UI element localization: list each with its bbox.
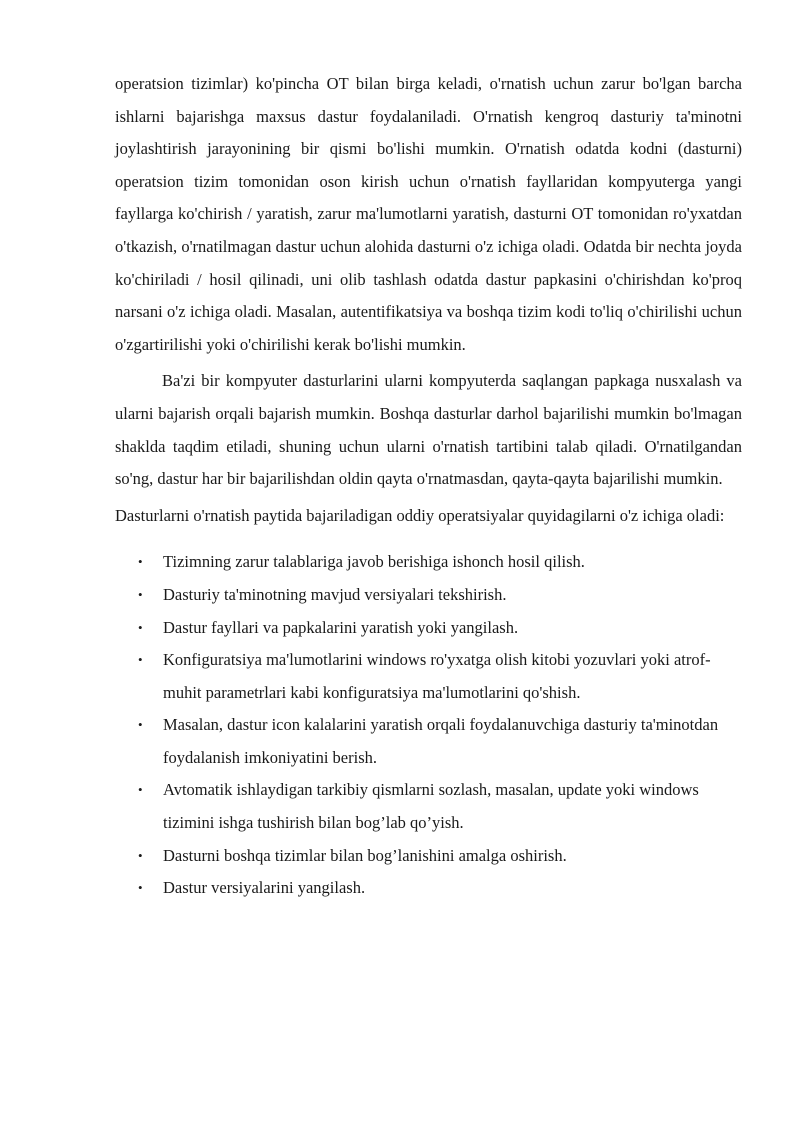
bullet-icon: • <box>138 652 143 668</box>
list-item-text: Dasturiy ta'minotning mavjud versiyalari tekshirish. <box>163 584 507 604</box>
list-item <box>115 840 742 873</box>
list-item <box>115 644 742 709</box>
bullet-icon: • <box>138 782 143 798</box>
paragraph-operations-intro: Dasturlarni o'rnatish paytida bajariladigan oddiy operatsiyalar quyidagilarni o'z ichiga oladi: <box>115 505 725 525</box>
list-item-text: Tizimning zarur talablariga javob berishiga ishonch hosil qilish. <box>163 552 585 572</box>
list-item <box>115 709 742 774</box>
bullet-icon: • <box>138 586 143 602</box>
bullet-icon: • <box>138 880 143 896</box>
document-page <box>115 68 742 905</box>
bullet-icon: • <box>138 554 143 570</box>
list-item-text: Masalan, dastur icon kalalarini yaratish orqali foydalanuvchiga dasturiy ta'minotdan foydalanish imkoniyatini berish. <box>163 715 719 767</box>
list-item <box>115 546 742 579</box>
list-item <box>115 774 742 839</box>
list-item <box>115 872 742 905</box>
list-item-text: Dastur versiyalarini yangilash. <box>163 878 366 898</box>
list-item-text: Dasturni boshqa tizimlar bilan bog’lanishini amalga oshirish. <box>163 845 567 865</box>
list-item <box>115 612 742 645</box>
bullet-icon: • <box>138 619 143 635</box>
list-item-text: Avtomatik ishlaydigan tarkibiy qismlarni sozlash, masalan, update yoki windows tizimini ishga tushirish bilan bog’lab qo’yish. <box>163 780 699 833</box>
bullet-icon: • <box>138 717 143 733</box>
bullet-icon: • <box>138 847 143 863</box>
paragraph-computer-programs: Ba'zi bir kompyuter dasturlarini ularni kompyuterda saqlangan papkaga nusxalash va ularni bajarish orqali bajarish mumkin. Boshqa dasturlar darhol bajarilishi mumkin bo'lmagan shaklda taqdim etiladi, shuning uchun ularni o'rnatish tartibini talab qiladi. O'rnatilgandan so'ng, dastur har bir bajarilishdan oldin qayta o'rnatmasdan, qayta-qayta bajarilishi mumkin. <box>115 371 742 489</box>
list-item-text: Konfiguratsiya ma'lumotlarini windows ro'yxatga olish kitobi yozuvlari yoki atrof-muhit parametrlari kabi konfiguratsiya ma'lumotlarini qo'shish. <box>163 650 711 702</box>
list-item-text: Dastur fayllari va papkalarini yaratish yoki yangilash. <box>163 617 519 637</box>
paragraph-installation-overview: operatsion tizimlar) ko'pincha OT bilan birga keladi, o'rnatish uchun zarur bo'lgan barcha ishlarni bajarishga maxsus dastur foydalaniladi. O'rnatish kengroq dasturiy ta'minotni joylashtirish jarayonining bir qismi bo'lishi mumkin. O'rnatish odatda kodni (dasturni) operatsion tizim tomonidan oson kirish uchun o'rnatish fayllaridan kompyuterga yangi fayllarga ko'chirish / yaratish, zarur ma'lumotlarni yaratish, dasturni OT tomonidan ro'yxatdan o'tkazish, o'rnatilmagan dastur uchun alohida dasturni o'z ichiga oladi. Odatda bir nechta joyda ko'chiriladi / hosil qilinadi, uni olib tashlash odatda dastur papkasini o'chirishdan ko'proq narsani o'z ichiga oladi. Masalan, autentifikatsiya va boshqa tizim kodi to'liq o'chirilishi uchun o'zgartirilishi yoki o'chirilishi kerak bo'lishi mumkin. <box>115 74 742 354</box>
operations-list <box>115 546 742 905</box>
list-item <box>115 579 742 612</box>
